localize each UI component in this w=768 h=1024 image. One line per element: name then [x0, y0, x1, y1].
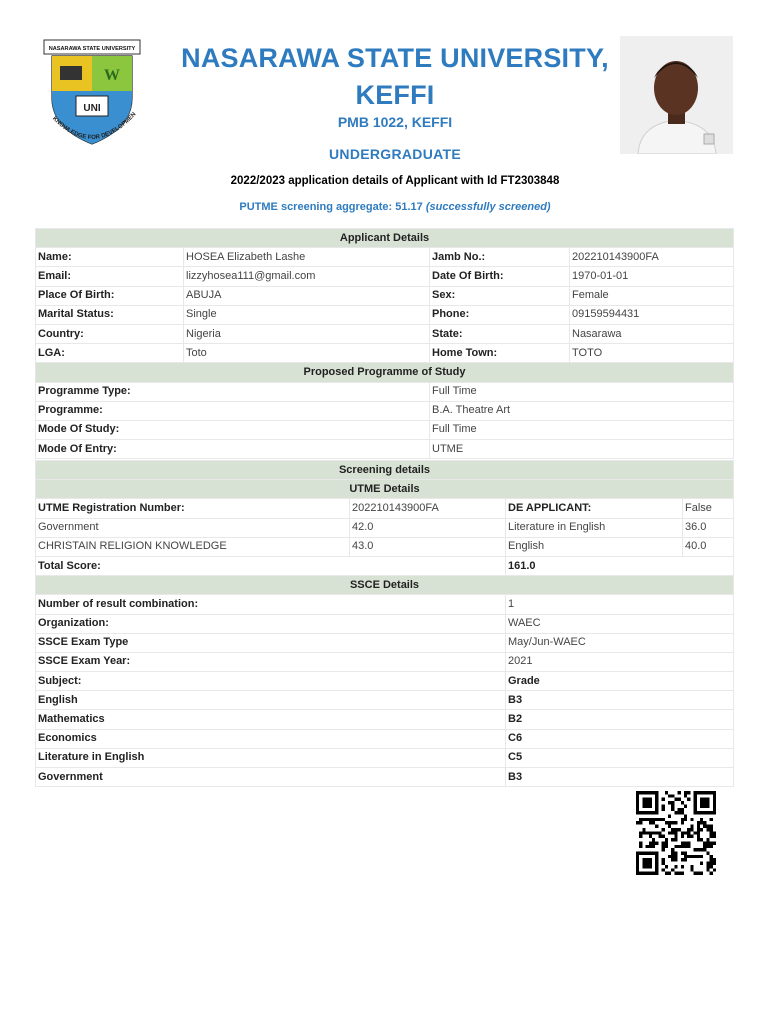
field-label: State:	[430, 324, 570, 343]
field-value: WAEC	[506, 614, 734, 633]
field-value: UTME	[430, 440, 734, 459]
grades-subject-header: Subject:	[36, 672, 506, 691]
total-score-value: 161.0	[506, 556, 734, 575]
field-label: Country:	[36, 324, 184, 343]
subject-name: English	[36, 691, 506, 710]
field-value: Nasarawa	[570, 324, 734, 343]
subject-score: 36.0	[683, 518, 734, 537]
subject-score: 43.0	[350, 537, 506, 556]
field-value: 202210143900FA	[570, 248, 734, 267]
subject-score: 42.0	[350, 518, 506, 537]
table-row	[36, 440, 734, 459]
field-label: Sex:	[430, 286, 570, 305]
subject-grade: B2	[506, 710, 734, 729]
field-label: Date Of Birth:	[430, 267, 570, 286]
de-applicant-label: DE APPLICANT:	[506, 499, 683, 518]
field-value: Single	[184, 305, 430, 324]
table-row	[36, 710, 734, 729]
field-value: TOTO	[570, 344, 734, 363]
field-value: 1970-01-01	[570, 267, 734, 286]
logo-shield-mark: UNI	[83, 103, 101, 114]
table-row	[36, 652, 734, 671]
qr-code	[636, 791, 716, 875]
table-row	[36, 672, 734, 691]
field-label: Programme Type:	[36, 382, 430, 401]
screening-header: Screening details	[36, 461, 734, 480]
table-row	[36, 344, 734, 363]
aggregate-status: (successfully screened)	[425, 201, 551, 213]
university-logo	[42, 36, 142, 154]
field-value: 09159594431	[570, 305, 734, 324]
table-row	[36, 305, 734, 324]
field-value: HOSEA Elizabeth Lashe	[184, 248, 430, 267]
table-row	[36, 518, 734, 537]
table-row	[36, 286, 734, 305]
field-label: Home Town:	[430, 344, 570, 363]
table-row	[36, 401, 734, 420]
field-value: Female	[570, 286, 734, 305]
utme-header: UTME Details	[36, 480, 734, 499]
subject-grade: C5	[506, 748, 734, 767]
field-value: May/Jun-WAEC	[506, 633, 734, 652]
table-row	[36, 748, 734, 767]
table-row	[36, 248, 734, 267]
total-score-label: Total Score:	[36, 556, 506, 575]
table-row	[36, 691, 734, 710]
aggregate-label: PUTME screening aggregate: 51.17	[239, 201, 423, 213]
field-label: Phone:	[430, 305, 570, 324]
field-label: Marital Status:	[36, 305, 184, 324]
subject-name: Mathematics	[36, 710, 506, 729]
applicant-details-table	[35, 228, 734, 459]
applicant-details-header: Applicant Details	[36, 229, 734, 248]
table-row	[36, 324, 734, 343]
field-label: SSCE Exam Type	[36, 633, 506, 652]
field-value: lizzyhosea111@gmail.com	[184, 267, 430, 286]
logo-motto: KNOWLEDGE FOR DEVELOPMEN	[51, 111, 138, 142]
putme-aggregate	[160, 201, 630, 213]
field-label: Email:	[36, 267, 184, 286]
utme-reg-label: UTME Registration Number:	[36, 499, 350, 518]
field-value: B.A. Theatre Art	[430, 401, 734, 420]
table-row	[36, 556, 734, 575]
table-row	[36, 267, 734, 286]
subject-name: Literature in English	[506, 518, 683, 537]
field-value: Nigeria	[184, 324, 430, 343]
subject-grade: C6	[506, 729, 734, 748]
subject-name: Economics	[36, 729, 506, 748]
grades-grade-header: Grade	[506, 672, 734, 691]
field-value: Toto	[184, 344, 430, 363]
field-label: Place Of Birth:	[36, 286, 184, 305]
field-label: Organization:	[36, 614, 506, 633]
application-line: 2022/2023 application details of Applicant with Id FT2303848	[230, 175, 560, 187]
table-row	[36, 768, 734, 787]
field-value: 1	[506, 595, 734, 614]
field-value: Full Time	[430, 382, 734, 401]
table-row	[36, 633, 734, 652]
table-row	[36, 537, 734, 556]
university-address: PMB 1022, KEFFI	[337, 114, 453, 130]
ssce-header: SSCE Details	[36, 576, 734, 595]
programme-level: UNDERGRADUATE	[329, 146, 461, 162]
field-value: 2021	[506, 652, 734, 671]
field-label: SSCE Exam Year:	[36, 652, 506, 671]
subject-name: English	[506, 537, 683, 556]
subject-name: Government	[36, 768, 506, 787]
subject-name: CHRISTAIN RELIGION KNOWLEDGE	[36, 537, 350, 556]
table-row	[36, 614, 734, 633]
subject-grade: B3	[506, 768, 734, 787]
field-label: Jamb No.:	[430, 248, 570, 267]
field-label: Number of result combination:	[36, 595, 506, 614]
table-row	[36, 382, 734, 401]
field-label: Mode Of Entry:	[36, 440, 430, 459]
subject-name: Government	[36, 518, 350, 537]
field-value: Full Time	[430, 420, 734, 439]
table-row	[36, 595, 734, 614]
utme-reg-value: 202210143900FA	[350, 499, 506, 518]
university-name: NASARAWA STATE UNIVERSITY, KEFFI	[181, 43, 609, 110]
field-label: LGA:	[36, 344, 184, 363]
table-row	[36, 499, 734, 518]
field-value: ABUJA	[184, 286, 430, 305]
subject-name: Literature in English	[36, 748, 506, 767]
table-row	[36, 420, 734, 439]
field-label: Mode Of Study:	[36, 420, 430, 439]
screening-details-table	[35, 460, 734, 787]
de-applicant-value: False	[683, 499, 734, 518]
table-row	[36, 729, 734, 748]
subject-grade: B3	[506, 691, 734, 710]
logo-banner-text: NASARAWA STATE UNIVERSITY	[48, 46, 136, 52]
field-label: Name:	[36, 248, 184, 267]
applicant-photo	[620, 36, 733, 154]
subject-score: 40.0	[683, 537, 734, 556]
field-label: Programme:	[36, 401, 430, 420]
svg-text:W: W	[104, 67, 120, 84]
programme-header: Proposed Programme of Study	[36, 363, 734, 382]
